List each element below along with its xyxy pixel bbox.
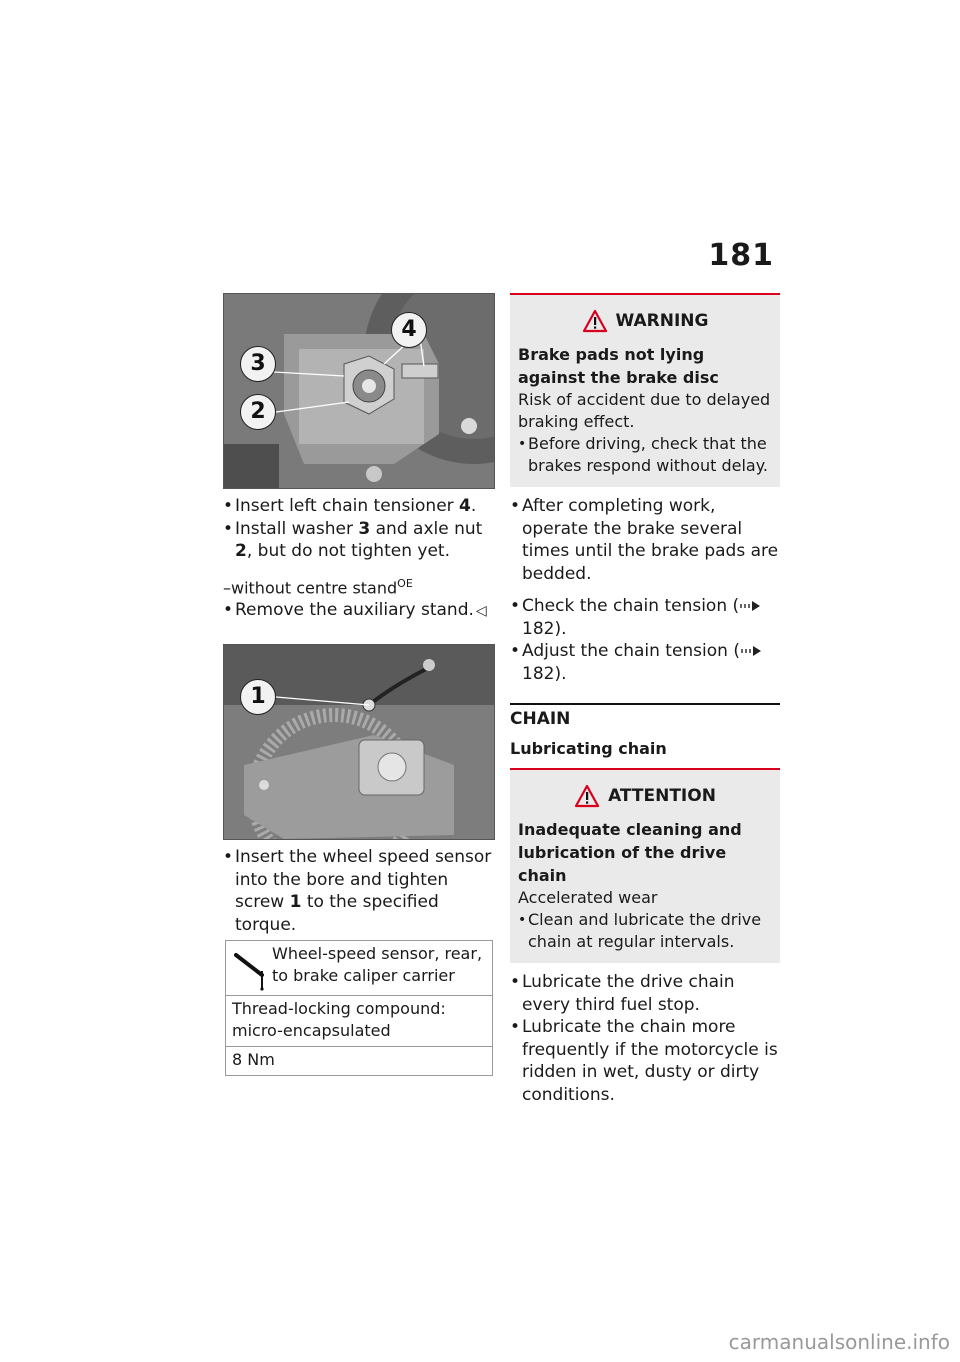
ref-number: 2 bbox=[235, 541, 247, 561]
warning-box bbox=[510, 293, 780, 487]
list-item: • Lubricate the drive chain every third fuel stop. bbox=[510, 971, 780, 1016]
warning-triangle-icon bbox=[582, 309, 608, 333]
page-number: 181 bbox=[708, 238, 774, 273]
warning-title: Brake pads not lying against the brake disc bbox=[518, 345, 719, 387]
ref-number: 1 bbox=[289, 892, 302, 913]
table-row bbox=[226, 996, 493, 1047]
list-item bbox=[223, 599, 493, 623]
step-text: Insert the wheel speed sensor into the bore and tighten screw bbox=[235, 847, 492, 913]
step-text: Insert left chain tensioner bbox=[235, 496, 460, 516]
callout-1: 1 bbox=[240, 679, 276, 715]
ref-number: 4 bbox=[459, 496, 471, 516]
attention-risk: Accelerated wear bbox=[518, 888, 658, 907]
right-column bbox=[510, 293, 780, 1106]
spec-value-cell: 8 Nm bbox=[226, 1047, 493, 1076]
spec-item-text: Wheel-speed sensor, rear, to brake caliper carrier bbox=[272, 944, 483, 986]
torque-spec-table bbox=[225, 940, 493, 1076]
list-item bbox=[223, 846, 493, 936]
condition-text: –without centre stand bbox=[223, 577, 398, 597]
steps-brake bbox=[510, 495, 780, 585]
list-item: • Before driving, check that the brakes respond without delay. bbox=[518, 433, 772, 477]
callout-3: 3 bbox=[240, 346, 276, 382]
step-text: Remove the auxiliary stand. bbox=[235, 599, 474, 620]
list-item: • Clean and lubricate the drive chain at regular intervals. bbox=[518, 909, 772, 953]
steps-lubricate bbox=[510, 971, 780, 1106]
steps-sensor bbox=[223, 846, 493, 936]
step-text: and axle nut bbox=[370, 518, 483, 539]
figure-wheel-speed-sensor bbox=[223, 644, 495, 840]
list-item: • After completing work, operate the brake several times until the brake pads are bedded. bbox=[510, 495, 780, 585]
ref-number: 3 bbox=[358, 518, 371, 539]
list-item bbox=[223, 518, 493, 563]
warning-header bbox=[518, 309, 772, 333]
sub-title: Lubricating chain bbox=[510, 739, 667, 758]
condition-line bbox=[223, 573, 493, 599]
spec-item-cell bbox=[226, 941, 493, 996]
left-column bbox=[223, 293, 493, 1076]
step-text: ). bbox=[554, 618, 567, 639]
list-item: • Lubricate the chain more frequently if the motorcycle is ridden in wet, dusty or dirty conditions. bbox=[510, 1016, 780, 1106]
attention-bullets bbox=[518, 909, 772, 953]
warning-label: WARNING bbox=[615, 311, 709, 331]
warning-triangle-icon bbox=[574, 784, 600, 808]
step-text: Check the chain tension ( bbox=[522, 596, 740, 616]
page-ref-arrow-icon bbox=[740, 645, 762, 657]
page-ref-arrow-icon bbox=[739, 600, 761, 612]
step-text: Install washer bbox=[235, 518, 359, 539]
attention-header bbox=[518, 784, 772, 808]
callout-4: 4 bbox=[391, 312, 427, 348]
attention-title: Inadequate cleaning and lubrication of the drive chain bbox=[518, 820, 742, 885]
step-text: Adjust the chain tension ( bbox=[522, 641, 740, 661]
steps-tensioner bbox=[223, 495, 493, 563]
table-row bbox=[226, 1047, 493, 1076]
oe-marker: OE bbox=[397, 576, 413, 590]
torque-wrench-icon bbox=[232, 949, 270, 991]
page-ref-link[interactable]: 182 bbox=[522, 618, 555, 639]
callout-2: 2 bbox=[240, 394, 276, 430]
wheel-speed-sensor-photo-icon bbox=[224, 645, 494, 839]
page-ref-link[interactable]: 182 bbox=[522, 663, 555, 684]
step-text: , but do not tighten yet. bbox=[246, 541, 450, 561]
spec-compound-cell: Thread-locking compound: micro-encapsulated bbox=[226, 996, 493, 1047]
list-item bbox=[223, 495, 493, 518]
attention-label: ATTENTION bbox=[608, 786, 716, 806]
list-item bbox=[510, 640, 780, 685]
chain-tensioner-photo-icon bbox=[224, 294, 494, 488]
attention-box bbox=[510, 768, 780, 963]
step-text: ). bbox=[554, 663, 567, 684]
step-text: to the specified torque. bbox=[235, 892, 439, 935]
list-item bbox=[510, 595, 780, 640]
end-mark-icon: ◁ bbox=[475, 602, 487, 619]
warning-risk: Risk of accident due to delayed braking effect. bbox=[518, 390, 771, 431]
section-title: CHAIN bbox=[510, 703, 780, 729]
warning-bullets bbox=[518, 433, 772, 477]
steps-chain-tension bbox=[510, 595, 780, 685]
table-row bbox=[226, 941, 493, 996]
step-text: . bbox=[470, 496, 477, 516]
steps-stand bbox=[223, 599, 493, 623]
watermark: carmanualsonline.info bbox=[728, 1330, 950, 1354]
figure-chain-tensioner bbox=[223, 293, 495, 489]
